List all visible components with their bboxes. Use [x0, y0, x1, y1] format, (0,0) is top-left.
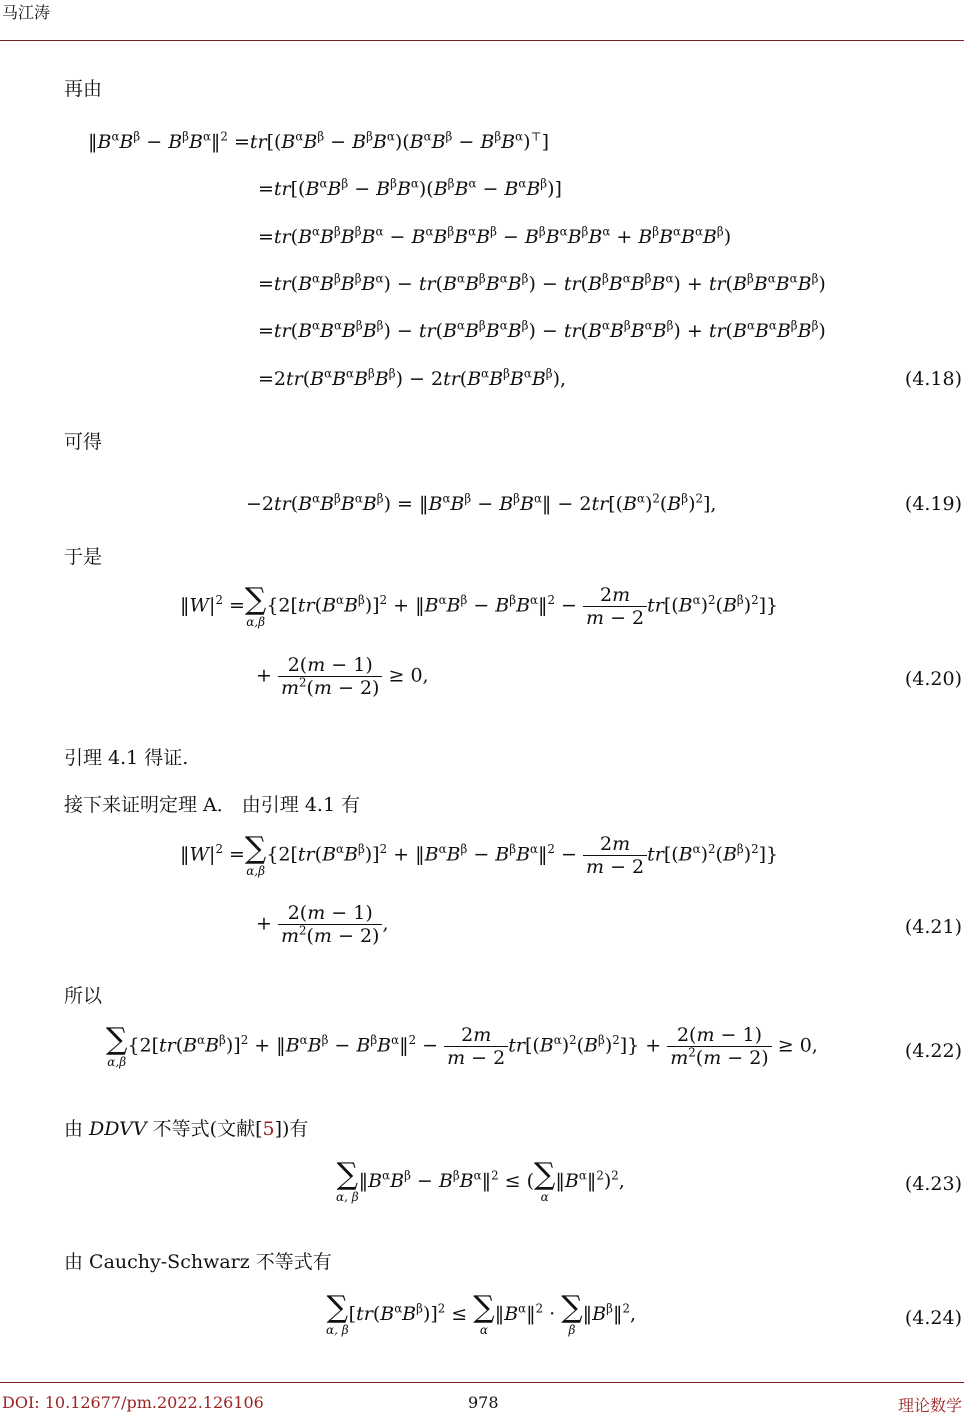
- equation-number-4-20: (4.20): [904, 668, 962, 690]
- paragraph-suoyi: 所以: [64, 985, 103, 1007]
- running-head-author: 马江涛: [2, 3, 51, 22]
- paragraph-cauchy-schwarz: 由 Cauchy-Schwarz 不等式有: [64, 1251, 332, 1273]
- footer-doi-link[interactable]: DOI: 10.12677/pm.2022.126106: [2, 1393, 264, 1412]
- paragraph-ddvv: [64, 1114, 308, 1141]
- paragraph-lemma-proved: 引理 4.1 得证.: [64, 747, 189, 769]
- ddvv-name: DDVV: [89, 1118, 147, 1140]
- eq-4-18-line6: $=2tr(B^\alpha B^\alpha B^\beta B^\beta) - 2tr(B^\alpha B^\beta B^\alpha B^\beta)$,: [258, 366, 567, 390]
- eq-4-18-line2: $=tr[(B^\alpha B^\beta - B^\beta B^\alpha)(B^\beta B^\alpha - B^\alpha B^\beta)]$: [258, 176, 562, 200]
- paragraph-yushi: 于是: [64, 546, 103, 568]
- footer-journal-name[interactable]: 理论数学: [897, 1396, 962, 1415]
- eq-4-18-line3: $=tr(B^\alpha B^\beta B^\beta B^\alpha - B^\alpha B^\beta B^\alpha B^\beta - B^\beta B^\alpha B^\beta B^\alpha + B^\beta B^\alpha B^\alpha B^\beta)$: [258, 224, 732, 248]
- equation-number-4-23: (4.23): [904, 1173, 962, 1195]
- equation-number-4-18: (4.18): [904, 368, 962, 390]
- eq-4-22: ∑ α,β {$2[tr(B^\alpha B^\beta)]^2$ + $‖B^\alpha B^\beta$ − $B^\beta B^\alpha‖^2$ − $\frac{2m}{m - 2}$ $tr[(B^\alpha)^2(B^\beta)^2]$} + $\frac{2(m - 1)}{m^2(m - 2)}$ ≥ 0,: [106, 1021, 818, 1069]
- eq-4-19: $-2tr(B^\alpha B^\beta B^\alpha B^\beta)$ = $‖B^\alpha B^\beta$ − $B^\beta B^\alpha‖ - 2tr[(B^\alpha)^2(B^\beta)^2]$,: [246, 491, 717, 515]
- citation-link[interactable]: 5: [262, 1118, 275, 1140]
- equation-number-4-21: (4.21): [904, 916, 962, 938]
- eq-4-21-line2: + $\frac{2(m - 1)}{m^2(m - 2)}$ ,: [256, 902, 389, 947]
- footer-rule: [0, 1382, 964, 1383]
- equation-number-4-24: (4.24): [904, 1307, 962, 1329]
- eq-4-18-line1: $‖B^\alpha B^\beta$ − $B^\beta B^\alpha‖^2 =tr[(B^\alpha B^\beta - B^\beta B^\alpha)(B^\alpha B^\beta - B^\beta B^\alpha)^⊤]$: [88, 129, 549, 153]
- paragraph-prove-theorem-a: 接下来证明定理 A． 由引理 4.1 有: [64, 794, 361, 816]
- eq-4-24: ∑ α, β $[tr(B^\alpha B^\beta)]^2$ ≤ ∑ α $‖B^\alpha‖^2$ · ∑ β $‖B^\beta‖^2$,: [326, 1290, 636, 1337]
- ddvv-suffix: ])有: [274, 1118, 309, 1140]
- eq-4-18-line5: $=tr(B^\alpha B^\alpha B^\beta B^\beta) - tr(B^\alpha B^\beta B^\alpha B^\beta) - tr(B^\alpha B^\beta B^\alpha B^\beta) + tr(B^\alpha B^\alpha B^\beta B^\beta)$: [258, 318, 826, 342]
- eq-4-23: ∑ α, β $‖B^\alpha B^\beta$ − $B^\beta B^\alpha‖^2$ ≤ ( ∑ α $‖B^\alpha‖^2)^2$,: [336, 1157, 625, 1204]
- paragraph-zaiyou: 再由: [64, 78, 103, 100]
- ddvv-prefix: 由: [64, 1118, 90, 1140]
- eq-4-18-line4: $=tr(B^\alpha B^\beta B^\beta B^\alpha) - tr(B^\alpha B^\beta B^\alpha B^\beta) - tr(B^\beta B^\alpha B^\beta B^\alpha) + tr(B^\beta B^\alpha B^\alpha B^\beta)$: [258, 271, 826, 295]
- eq-4-20-line2: + $\frac{2(m - 1)}{m^2(m - 2)}$ ≥ 0,: [256, 654, 429, 699]
- equation-number-4-19: (4.19): [904, 493, 962, 515]
- eq-4-20-line1: $‖W|^2$ = ∑ α,β {$2[tr(B^\alpha B^\beta)]^2$ + $‖B^\alpha B^\beta$ − $B^\beta B^\alpha‖^2$ − $\frac{2m}{m - 2}$ $tr[(B^\alpha)^2(B^\beta)^2]$}: [180, 581, 779, 629]
- footer-page-number: 978: [468, 1393, 499, 1412]
- header-rule: [0, 40, 964, 41]
- paragraph-kede: 可得: [64, 431, 103, 453]
- eq-4-21-line1: $‖W|^2$ = ∑ α,β {$2[tr(B^\alpha B^\beta)]^2$ + $‖B^\alpha B^\beta$ − $B^\beta B^\alpha‖^2$ − $\frac{2m}{m - 2}$ $tr[(B^\alpha)^2(B^\beta)^2]$}: [180, 830, 779, 878]
- ddvv-mid: 不等式(文献[: [146, 1118, 263, 1140]
- equation-number-4-22: (4.22): [904, 1040, 962, 1062]
